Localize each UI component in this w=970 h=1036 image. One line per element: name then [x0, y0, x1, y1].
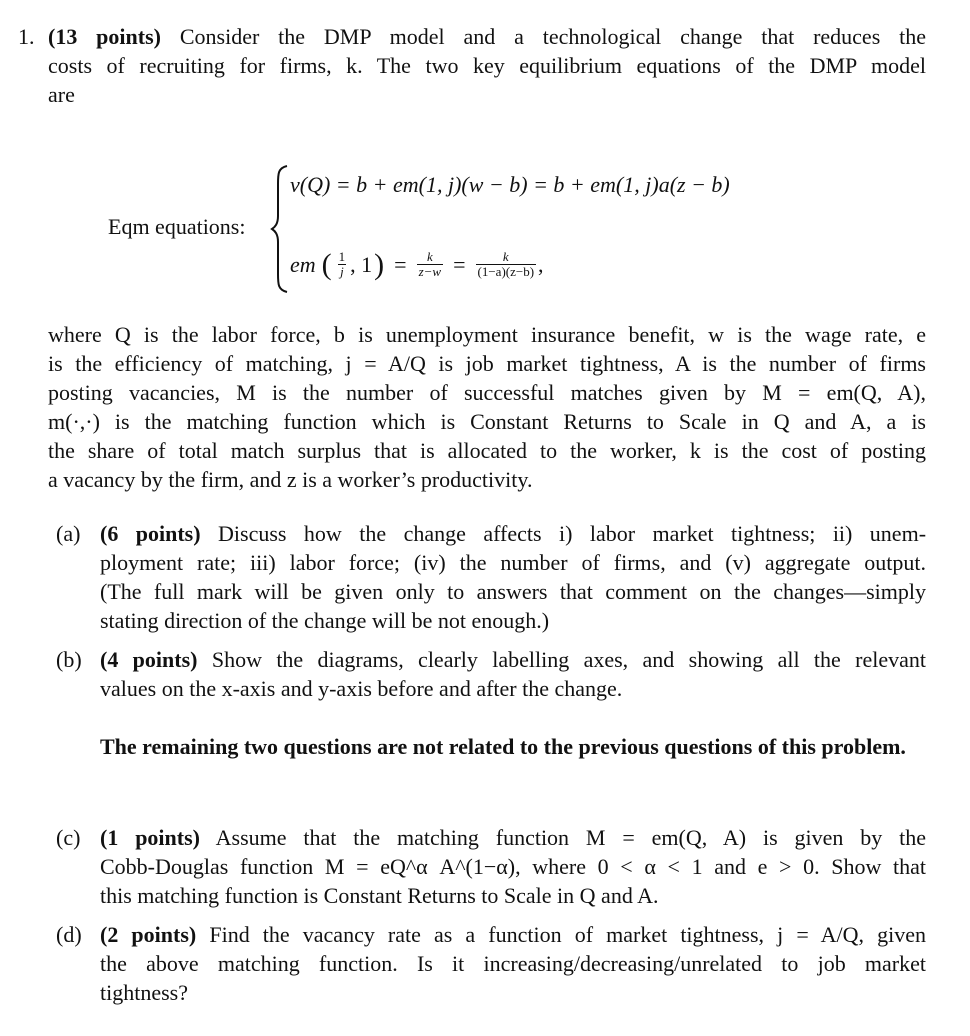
question-points: (13 points)	[48, 24, 161, 49]
part-label: (d)	[56, 922, 82, 947]
definitions-line: a vacancy by the firm, and z is a worker’s productivity.	[48, 467, 533, 492]
intro-line: are	[48, 82, 75, 107]
eq2-arg-frac: $\frac{1}{j}$	[338, 249, 346, 279]
part-points: (2 points)	[100, 922, 197, 947]
definitions-line: is the efficiency of matching, j = A/Q is job market tightness, A is the number of firms	[48, 351, 926, 376]
part-b: (b) (4 points) Show the diagrams, clearly labelling axes, and showing all the relevant values on the x-axis and y-axis before and after the change.	[56, 647, 927, 701]
equation-1: v(Q) = b + em(1, j)(w − b) = b + em(1, j)a(z − b)	[290, 172, 730, 197]
part-a: (a) (6 points) Discuss how the change affects i) labor market tightness; ii) unem- ployment rate; iii) labor force; (iv) the number of firms, and (v) aggregate output. (The full mark will be given only to answers that comment on the changes—simply stating direction of the change will be not enough.)	[56, 521, 927, 633]
part-label: (a)	[56, 521, 81, 546]
equations-label: Eqm equations:	[108, 214, 246, 239]
definitions-line: the share of total match surplus that is allocated to the worker, k is the cost of posting	[48, 438, 926, 463]
eq2-lhs: em	[290, 252, 316, 277]
question-intro	[48, 22, 926, 109]
notice-text: The remaining two questions are not related to the previous questions of this problem.	[100, 734, 906, 759]
part-d: (d) (2 points) Find the vacancy rate as a function of market tightness, j = A/Q, given the above matching function. Is it increasing/decreasing/unrelated to job market tightness?	[56, 922, 927, 1005]
part-points: (6 points)	[100, 521, 201, 546]
definitions-paragraph	[48, 320, 926, 494]
definitions-line: posting vacancies, M is the number of successful matches given by M = em(Q, A),	[48, 380, 926, 405]
intro-line: costs of recruiting for firms, k. The two key equilibrium equations of the DMP model	[48, 53, 926, 78]
part-c: (c) (1 points) Assume that the matching function M = em(Q, A) is given by the Cobb-Douglas function M = eQ^α A^(1−α), where 0 < α < 1 and e > 0. Show that this matching function is Constant Returns to Scale in Q and A.	[56, 825, 926, 908]
eq2-frac-2: $\frac{k}{(1-a)(z-b)}$	[477, 249, 535, 279]
definitions-line: where Q is the labor force, b is unemployment insurance benefit, w is the wage rate, e	[48, 322, 926, 347]
question-number: 1.	[18, 24, 35, 49]
definitions-line: m(·,·) is the matching function which is Constant Returns to Scale in Q and A, a is	[48, 409, 926, 434]
intro-line: (13 points) Consider the DMP model and a technological change that reduces the	[48, 24, 926, 49]
part-label: (b)	[56, 647, 82, 672]
left-brace-icon	[270, 164, 290, 294]
part-points: (4 points)	[100, 647, 198, 672]
equation-2: em ( $\frac{1}{j}$ , 1 ) = $\frac{k}{z-w}$ = $\frac{k}{(1-a)(z-b)}$ ,	[290, 248, 544, 281]
part-points: (1 points)	[100, 825, 200, 850]
part-label: (c)	[56, 825, 81, 850]
eq2-frac-1: $\frac{k}{z-w}$	[418, 249, 442, 279]
